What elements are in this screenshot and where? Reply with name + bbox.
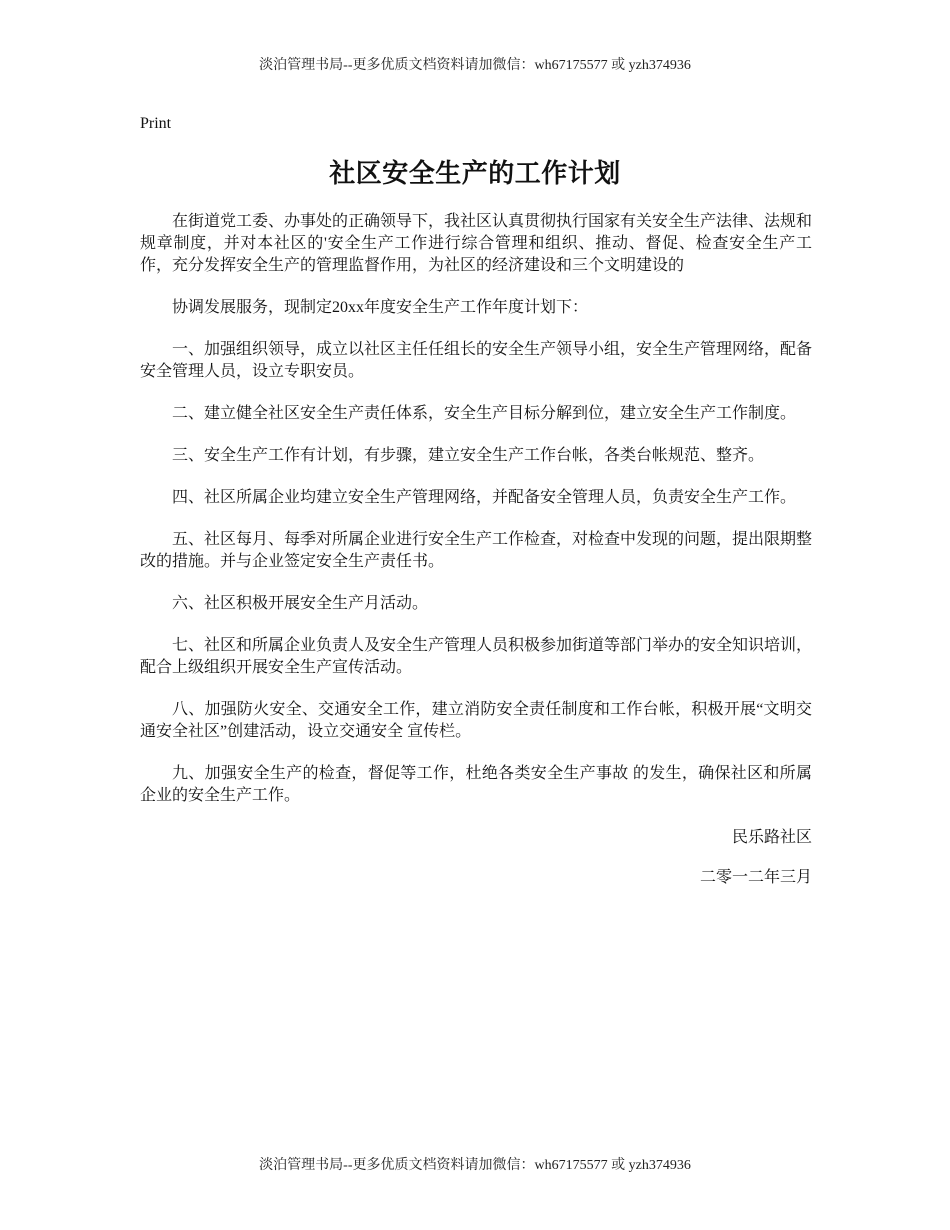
paragraph-intro: 在街道党工委、办事处的正确领导下，我社区认真贯彻执行国家有关安全生产法律、法规和规章制度，并对本社区的'安全生产工作进行综合管理和组织、推动、督促、检查安全生产工作，充分发挥安全生产的管理监督作用，为社区的经济建设和三个文明建设的	[140, 213, 813, 274]
paragraph-plan-intro: 协调发展服务，现制定20xx年度安全生产工作年度计划下：	[172, 299, 589, 316]
signature-organization: 民乐路社区	[731, 829, 812, 846]
paragraph-item-3: 三、安全生产工作有计划，有步骤，建立安全生产工作台帐，各类台帐规范、整齐。	[172, 447, 765, 464]
paragraph-item-5: 五、社区每月、每季对所属企业进行安全生产工作检查，对检查中发现的问题，提出限期整改的措施。并与企业签定安全生产责任书。	[140, 531, 813, 570]
page-header: 淡泊管理书局--更多优质文档资料请加微信：wh67175577 或 yzh374936	[259, 58, 691, 73]
paragraph-item-6: 六、社区积极开展安全生产月活动。	[172, 595, 429, 612]
signature-date: 二零一二年三月	[699, 869, 812, 886]
document-body	[140, 211, 812, 907]
paragraph-item-2: 二、建立健全社区安全生产责任体系，安全生产目标分解到位，建立安全生产工作制度。	[172, 405, 797, 422]
page-footer: 淡泊管理书局--更多优质文档资料请加微信：wh67175577 或 yzh374936	[259, 1158, 691, 1173]
print-label: Print	[140, 115, 172, 132]
document-title: 社区安全生产的工作计划	[329, 159, 621, 189]
paragraph-item-8: 八、加强防火安全、交通安全工作，建立消防安全责任制度和工作台帐，积极开展“文明交通安全社区”创建活动，设立交通安全 宣传栏。	[140, 701, 812, 740]
paragraph-item-1: 一、加强组织领导，成立以社区主任任组长的安全生产领导小组，安全生产管理网络，配备安全管理人员，设立专职安员。	[140, 341, 813, 380]
paragraph-item-9: 九、加强安全生产的检查，督促等工作，杜绝各类安全生产事故 的发生，确保社区和所属企业的安全生产工作。	[140, 765, 812, 804]
paragraph-item-7: 七、社区和所属企业负责人及安全生产管理人员积极参加街道等部门举办的安全知识培训，配合上级组织开展安全生产宣传活动。	[140, 637, 813, 676]
paragraph-item-4: 四、社区所属企业均建立安全生产管理网络，并配备安全管理人员，负责安全生产工作。	[172, 489, 797, 506]
